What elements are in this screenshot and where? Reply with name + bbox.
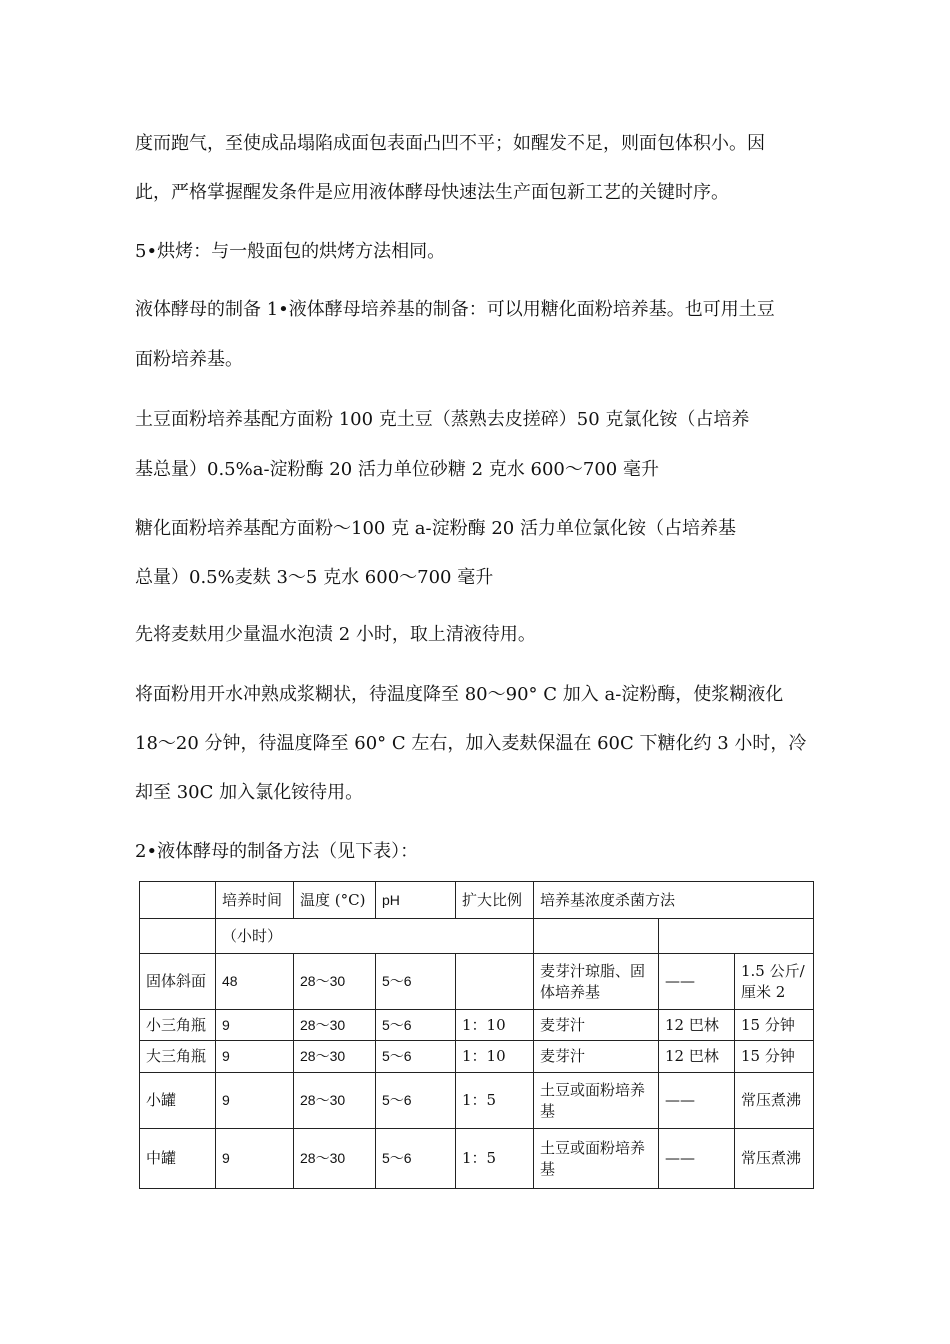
section-heading: 5•烘烤：与一般面包的烘烤方法相同。: [135, 241, 446, 262]
yeast-preparation-table: [139, 881, 814, 1189]
section-heading: 2•液体酵母的制备方法（见下表）：: [135, 841, 419, 862]
paragraph-line: 此，严格掌握醒发条件是应用液体酵母快速法生产面包新工艺的关键时序。: [135, 182, 729, 203]
table-cell: 9: [216, 1041, 294, 1073]
table-cell: ——: [659, 1073, 735, 1129]
table-cell: 48: [216, 954, 294, 1010]
header-cell: 扩大比例: [456, 882, 534, 919]
paragraph-line: 18〜20 分钟，待温度降至 60° C 左右，加入麦麸保温在 60C 下糖化约 3 小时，冷: [135, 733, 807, 754]
table-cell: ——: [659, 954, 735, 1010]
table-cell: 5〜6: [376, 1010, 456, 1041]
table-cell: 常压煮沸: [735, 1073, 814, 1129]
table-cell: 1：5: [456, 1073, 534, 1129]
table-header-row: [140, 919, 814, 954]
header-cell: （小时）: [216, 919, 534, 954]
table-cell: 12 巴林: [659, 1010, 735, 1041]
table-cell: 9: [216, 1010, 294, 1041]
table-row: [140, 1129, 814, 1189]
table-cell: 固体斜面: [140, 954, 216, 1010]
table-cell: 28〜30: [294, 1129, 376, 1189]
table-cell: ——: [659, 1129, 735, 1189]
table-cell: 12 巴林: [659, 1041, 735, 1073]
table-cell: 15 分钟: [735, 1010, 814, 1041]
table-cell: 28〜30: [294, 1041, 376, 1073]
table-cell: 小三角瓶: [140, 1010, 216, 1041]
header-cell: [659, 919, 814, 954]
table-cell: 1.5 公斤/厘米 2: [735, 954, 814, 1010]
paragraph-line: 面粉培养基。: [135, 349, 243, 370]
recipe-line: 总量）0.5%麦麸 3〜5 克水 600〜700 毫升: [135, 567, 494, 588]
recipe-line: 土豆面粉培养基配方面粉 100 克土豆（蒸熟去皮搓碎）50 克氯化铵（占培养: [135, 409, 750, 430]
table-cell: 大三角瓶: [140, 1041, 216, 1073]
table-cell: 5〜6: [376, 1129, 456, 1189]
paragraph-line: 却至 30C 加入氯化铵待用。: [135, 782, 364, 803]
header-cell: 培养基浓度杀菌方法: [534, 882, 814, 919]
table-cell: 28〜30: [294, 954, 376, 1010]
header-cell: [534, 919, 659, 954]
table-cell: 麦芽汁: [534, 1010, 659, 1041]
table-cell: 中罐: [140, 1129, 216, 1189]
table-row: [140, 954, 814, 1010]
table-cell: 15 分钟: [735, 1041, 814, 1073]
table-cell: 1：5: [456, 1129, 534, 1189]
paragraph-line: 液体酵母的制备 1•液体酵母培养基的制备：可以用糖化面粉培养基。也可用土豆: [135, 299, 775, 320]
table-cell: 小罐: [140, 1073, 216, 1129]
paragraph-line: 度而跑气，至使成品塌陷成面包表面凸凹不平；如醒发不足，则面包体积小。因: [135, 133, 765, 154]
header-cell: [140, 919, 216, 954]
table-cell: 常压煮沸: [735, 1129, 814, 1189]
paragraph-line: 将面粉用开水冲熟成浆糊状，待温度降至 80〜90° C 加入 a-淀粉酶，使浆糊液化: [135, 684, 784, 705]
header-cell: pH: [376, 882, 456, 919]
table-cell: 1：10: [456, 1010, 534, 1041]
table-cell: 5〜6: [376, 1073, 456, 1129]
table-cell: 28〜30: [294, 1010, 376, 1041]
table-row: [140, 1073, 814, 1129]
table-header-row: [140, 882, 814, 919]
table-cell: 5〜6: [376, 954, 456, 1010]
table-cell: 麦芽汁: [534, 1041, 659, 1073]
header-cell: 培养时间: [216, 882, 294, 919]
table-row: [140, 1041, 814, 1073]
recipe-line: 基总量）0.5%a-淀粉酶 20 活力单位砂糖 2 克水 600〜700 毫升: [135, 459, 659, 480]
table-cell: 9: [216, 1073, 294, 1129]
table-cell: 5〜6: [376, 1041, 456, 1073]
table-cell: [456, 954, 534, 1010]
table-cell: 麦芽汁琼脂、固体培养基: [534, 954, 659, 1010]
paragraph-line: 先将麦麸用少量温水泡渍 2 小时，取上清液待用。: [135, 624, 536, 645]
table-cell: 9: [216, 1129, 294, 1189]
header-cell: 温度 (°C): [294, 882, 376, 919]
recipe-line: 糖化面粉培养基配方面粉〜100 克 a-淀粉酶 20 活力单位氯化铵（占培养基: [135, 518, 736, 539]
header-cell: [140, 882, 216, 919]
table-cell: 28〜30: [294, 1073, 376, 1129]
table-row: [140, 1010, 814, 1041]
table-cell: 1：10: [456, 1041, 534, 1073]
table-cell: 土豆或面粉培养基: [534, 1073, 659, 1129]
table-cell: 土豆或面粉培养基: [534, 1129, 659, 1189]
